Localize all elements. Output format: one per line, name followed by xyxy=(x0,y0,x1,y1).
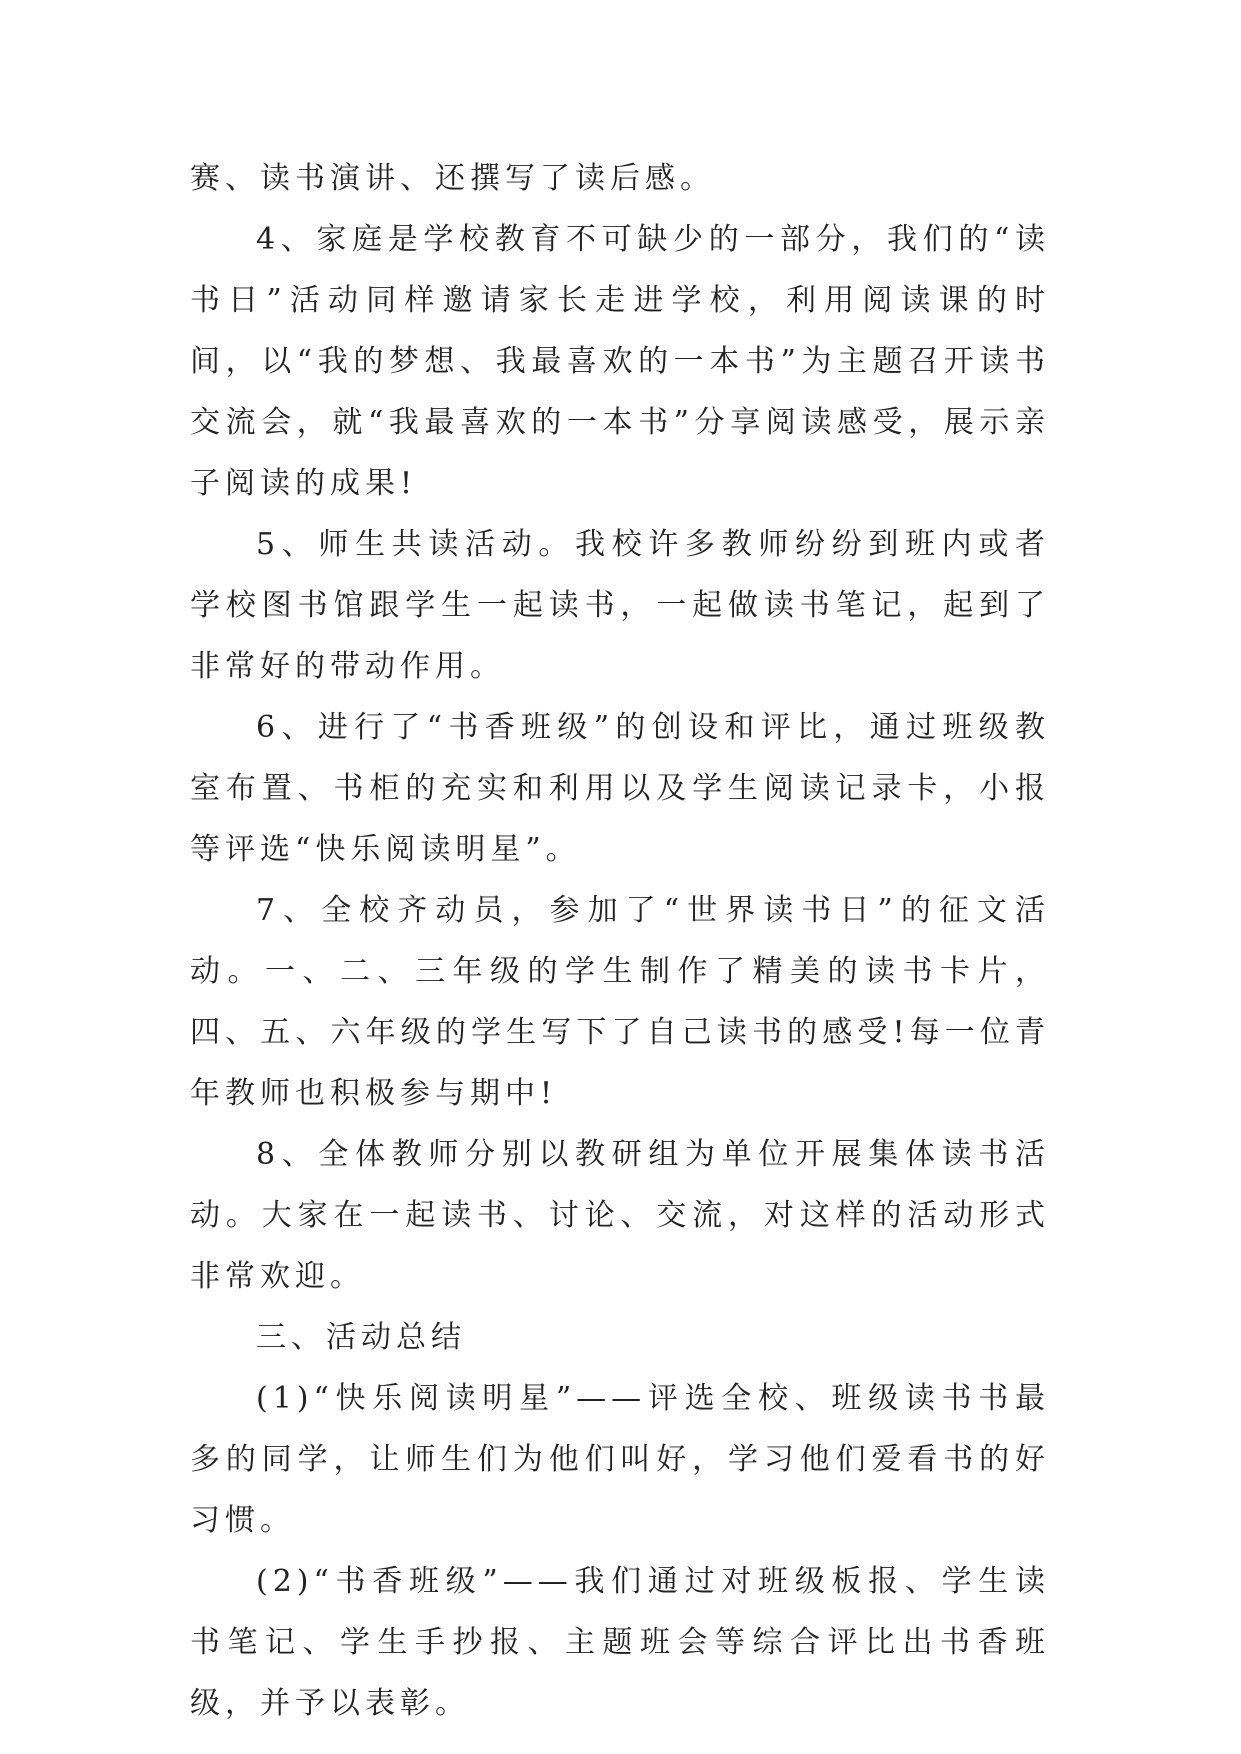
paragraph-continuation: 赛、读书演讲、还撰写了读后感。 xyxy=(190,161,715,196)
section-heading-summary: 三、活动总结 xyxy=(256,1320,466,1355)
paragraph-item-4: 4、家庭是学校教育不可缺少的一部分，我们的“读书日”活动同样邀请家长走进学校，利用阅读课的时间，以“我的梦想、我最喜欢的一本书”为主题召开读书交流会，就“我最喜欢的一本书”分享阅读感受，展示亲子阅读的成果! xyxy=(190,222,1050,501)
summary-item-2: (2)“书香班级”——我们通过对班级板报、学生读书笔记、学生手抄报、主题班会等综合评比出书香班级，并予以表彰。 xyxy=(190,1564,1050,1721)
paragraph-item-7: 7、全校齐动员，参加了“世界读书日”的征文活动。一、二、三年级的学生制作了精美的读书卡片，四、五、六年级的学生写下了自己读书的感受!每一位青年教师也积极参与期中! xyxy=(190,893,1050,1111)
summary-item-1: (1)“快乐阅读明星”——评选全校、班级读书书最多的同学，让师生们为他们叫好，学习他们爱看书的好习惯。 xyxy=(190,1381,1050,1538)
document-body xyxy=(190,148,1050,1734)
paragraph-item-8: 8、全体教师分别以教研组为单位开展集体读书活动。大家在一起读书、讨论、交流，对这样的活动形式非常欢迎。 xyxy=(190,1137,1050,1294)
paragraph-item-5: 5、师生共读活动。我校许多教师纷纷到班内或者学校图书馆跟学生一起读书，一起做读书笔记，起到了非常好的带动作用。 xyxy=(190,527,1050,684)
paragraph-item-6: 6、进行了“书香班级”的创设和评比，通过班级教室布置、书柜的充实和利用以及学生阅读记录卡，小报等评选“快乐阅读明星”。 xyxy=(190,710,1050,867)
